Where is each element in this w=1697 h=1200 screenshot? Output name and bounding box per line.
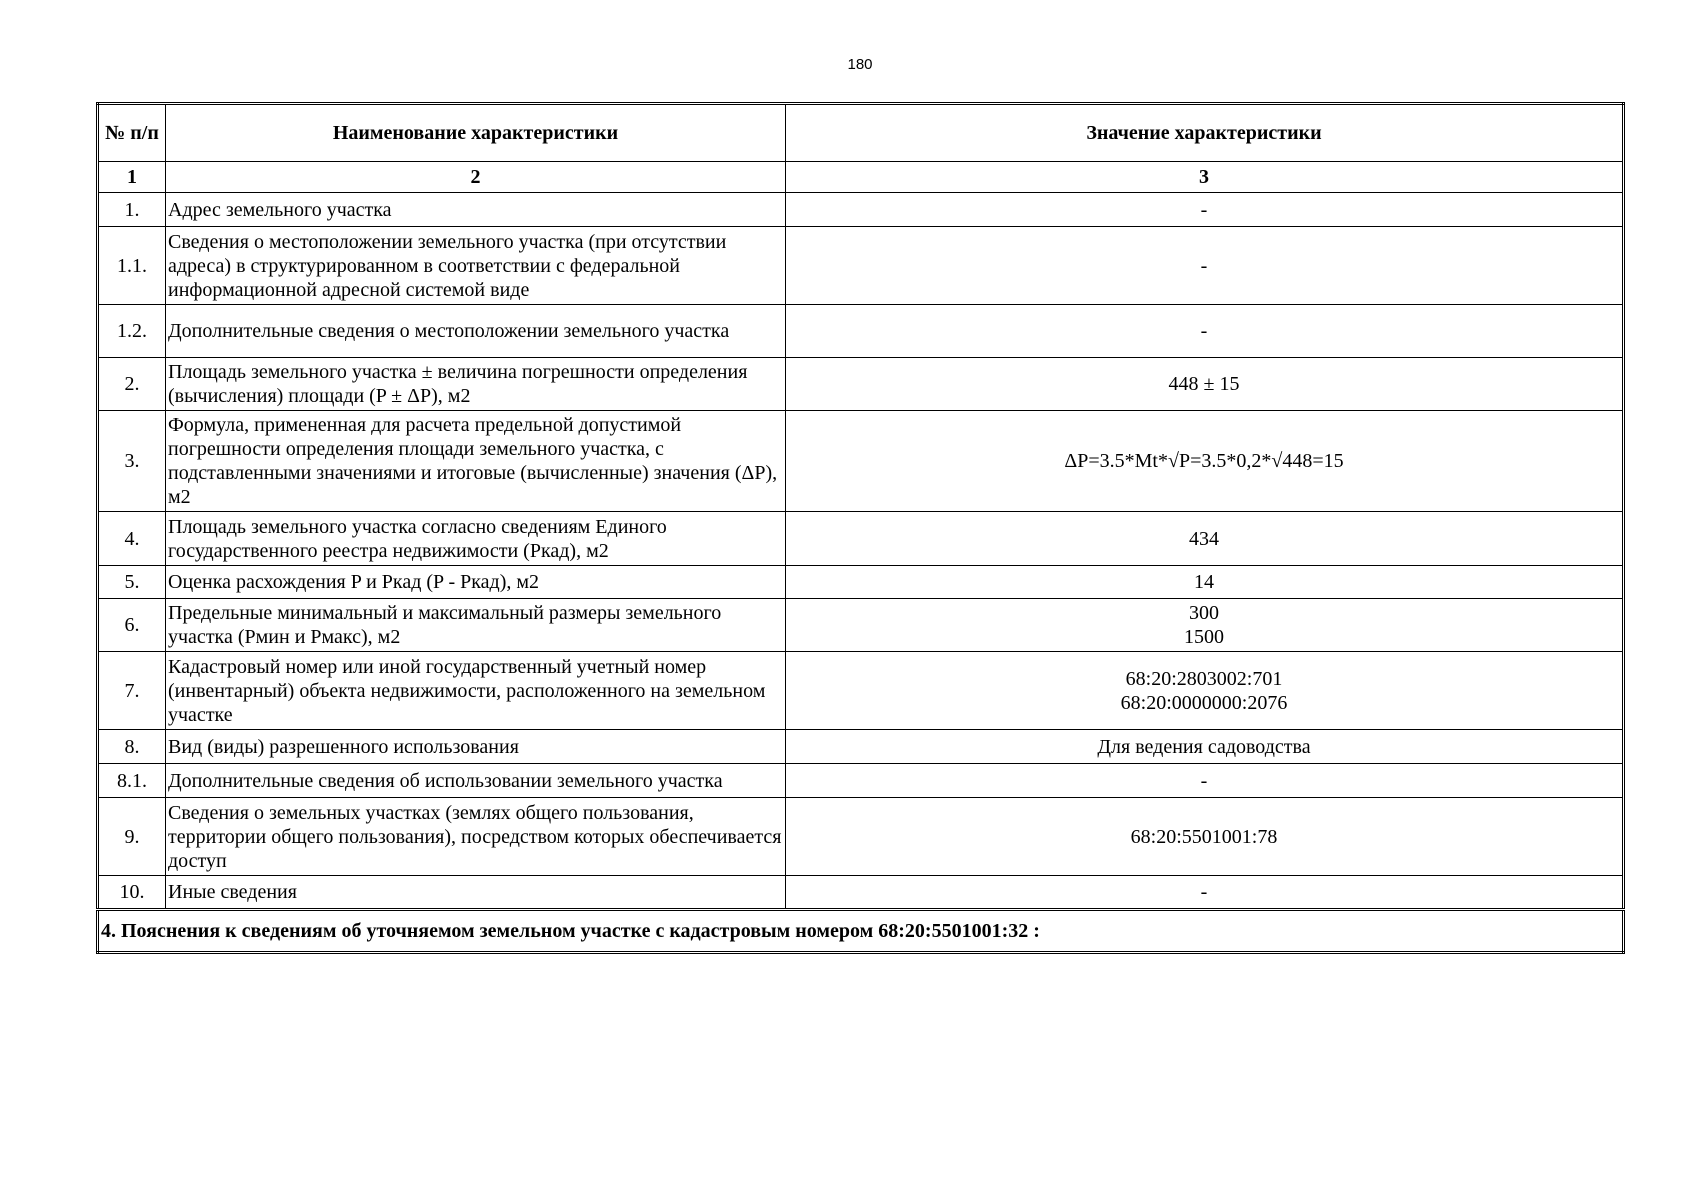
table-row [98,512,1624,566]
row-value: Для ведения садоводства [786,730,1624,764]
row-number: 3. [98,411,166,512]
row-value: - [786,876,1624,910]
table-row [98,876,1624,910]
row-value: 448 ± 15 [786,358,1624,411]
index-cell: 3 [786,162,1624,193]
table-row [98,358,1624,411]
row-number: 1. [98,193,166,227]
row-value: 434 [786,512,1624,566]
row-value: 68:20:2803002:701 68:20:0000000:2076 [786,652,1624,730]
table-header-row [98,104,1624,162]
table-row [98,798,1624,876]
row-value: - [786,305,1624,358]
table-row [98,227,1624,305]
row-name: Площадь земельного участка ± величина погрешности определения (вычисления) площади (P ± ΔP), м2 [166,358,786,411]
row-number: 2. [98,358,166,411]
row-value: - [786,227,1624,305]
row-value: 300 1500 [786,599,1624,652]
row-value: ΔP=3.5*Mt*√P=3.5*0,2*√448=15 [786,411,1624,512]
characteristics-table [96,102,1625,954]
row-name: Дополнительные сведения о местоположении земельного участка [166,305,786,358]
row-name: Дополнительные сведения об использовании земельного участка [166,764,786,798]
table-row [98,599,1624,652]
row-value: - [786,193,1624,227]
row-number: 6. [98,599,166,652]
row-number: 8.1. [98,764,166,798]
row-name: Площадь земельного участка согласно сведениям Единого государственного реестра недвижимости (Pкад), м2 [166,512,786,566]
row-number: 10. [98,876,166,910]
page-number: 180 [847,56,873,73]
table-index-row [98,162,1624,193]
table-row [98,305,1624,358]
table-row [98,652,1624,730]
row-number: 1.1. [98,227,166,305]
section-heading-row [98,910,1624,953]
section-heading: 4. Пояснения к сведениям об уточняемом земельном участке с кадастровым номером 68:20:5501001:32 : [98,910,1624,953]
header-num: № п/п [98,104,166,162]
row-name: Предельные минимальный и максимальный размеры земельного участка (Pмин и Pмакс), м2 [166,599,786,652]
row-number: 7. [98,652,166,730]
row-number: 8. [98,730,166,764]
index-cell: 2 [166,162,786,193]
table-row [98,411,1624,512]
row-name: Сведения о земельных участках (землях общего пользования, территории общего пользования), посредством которых обеспечивается доступ [166,798,786,876]
header-name: Наименование характеристики [166,104,786,162]
row-number: 9. [98,798,166,876]
table-row [98,566,1624,599]
row-name: Формула, примененная для расчета предельной допустимой погрешности определения площади земельного участка, с подставленными значениями и итоговые (вычисленные) значения (ΔP), м2 [166,411,786,512]
row-name: Иные сведения [166,876,786,910]
table-row [98,730,1624,764]
row-number: 5. [98,566,166,599]
row-value: 68:20:5501001:78 [786,798,1624,876]
header-value: Значение характеристики [786,104,1624,162]
row-number: 1.2. [98,305,166,358]
row-value: - [786,764,1624,798]
row-value: 14 [786,566,1624,599]
table-row [98,193,1624,227]
row-number: 4. [98,512,166,566]
row-name: Оценка расхождения P и Pкад (P - Pкад), м2 [166,566,786,599]
row-name: Сведения о местоположении земельного участка (при отсутствии адреса) в структурированном в соответствии с федеральной информационной адресной системой виде [166,227,786,305]
table-row [98,764,1624,798]
row-name: Адрес земельного участка [166,193,786,227]
index-cell: 1 [98,162,166,193]
row-name: Кадастровый номер или иной государственный учетный номер (инвентарный) объекта недвижимости, расположенного на земельном участке [166,652,786,730]
row-name: Вид (виды) разрешенного использования [166,730,786,764]
